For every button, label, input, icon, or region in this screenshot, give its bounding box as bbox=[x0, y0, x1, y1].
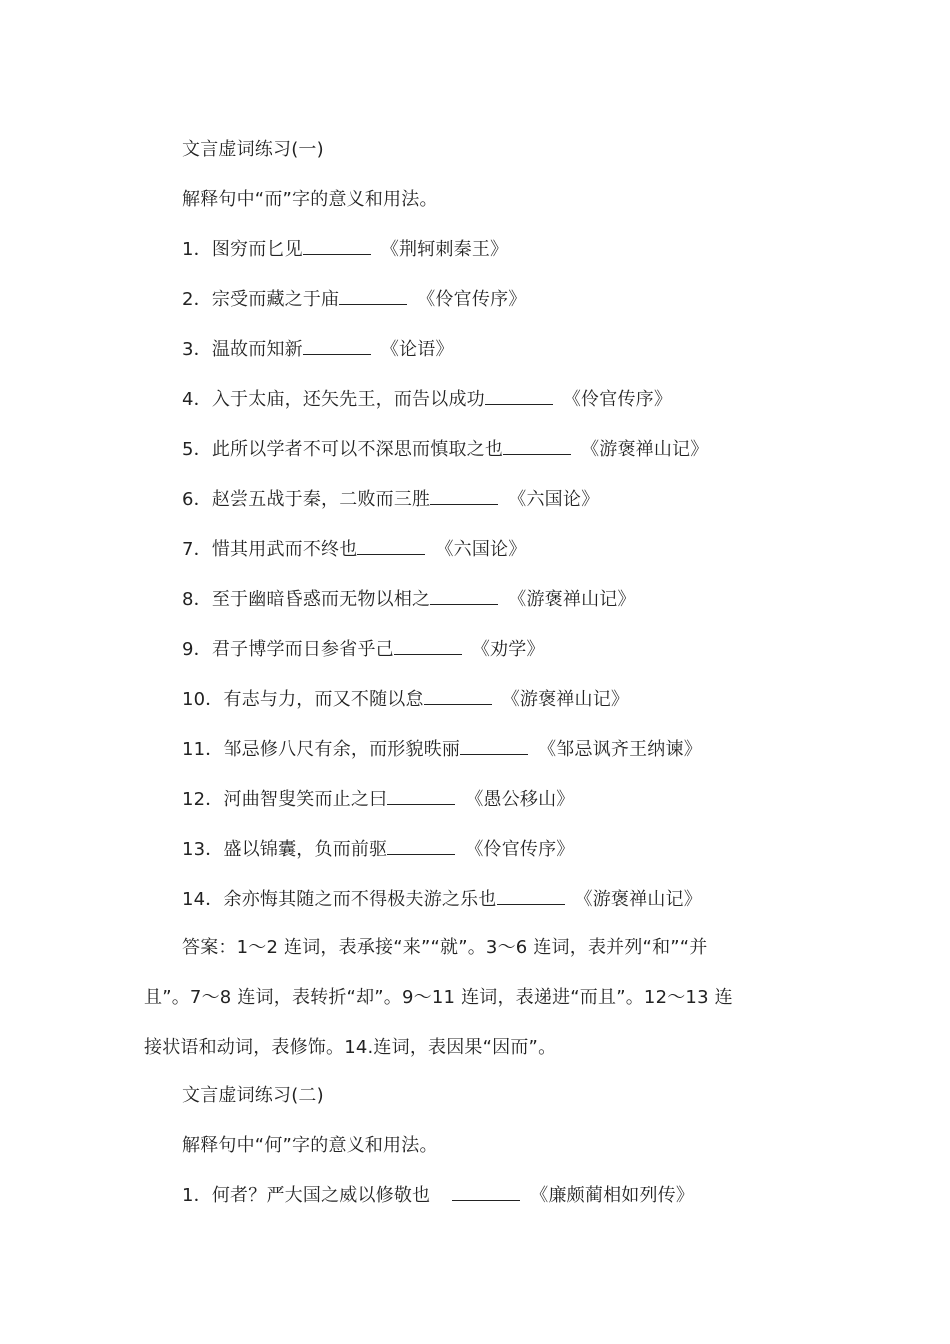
item-source: 《论语》 bbox=[380, 339, 454, 360]
item-text: 4．入于太庙，还矢先王，而告以成功 bbox=[182, 389, 485, 410]
exercise-item bbox=[182, 388, 672, 412]
item-source: 《六国论》 bbox=[435, 539, 527, 560]
item-text: 12．河曲智叟笑而止之曰 bbox=[182, 789, 388, 810]
item-source: 《游褒禅山记》 bbox=[501, 689, 630, 710]
item-text: 10．有志与力，而又不随以怠 bbox=[182, 689, 424, 710]
answer-blank bbox=[303, 340, 371, 355]
item-source: 《游褒禅山记》 bbox=[508, 589, 636, 610]
item-text: 11．邹忌修八尺有余，而形貌昳丽 bbox=[182, 739, 461, 760]
answer-line: 接状语和动词，表修饰。14.连词，表因果“因而”。 bbox=[144, 1037, 557, 1058]
exercise-item bbox=[182, 238, 508, 262]
item-source: 《伶官传序》 bbox=[417, 289, 527, 310]
answer-blank bbox=[503, 440, 571, 455]
item-text: 7．惜其用武而不终也 bbox=[182, 539, 358, 560]
section2-title: 文言虚词练习(二) bbox=[182, 1085, 324, 1106]
answer-line: 答案：1～2 连词，表承接“来”“就”。3～6 连词，表并列“和”“并 bbox=[182, 937, 708, 958]
item-source: 《愚公移山》 bbox=[465, 789, 575, 810]
item-source: 《伶官传序》 bbox=[465, 839, 575, 860]
exercise-item bbox=[182, 438, 708, 462]
item-text: 14．余亦悔其随之而不得极夫游之乐也 bbox=[182, 889, 497, 910]
exercise-item bbox=[182, 538, 526, 562]
exercise-item bbox=[182, 888, 702, 912]
item-text: 3．温故而知新 bbox=[182, 339, 303, 360]
answer-blank bbox=[460, 740, 528, 755]
answer-blank bbox=[394, 640, 462, 655]
item-text: 1．何者？严大国之威以修敬也 bbox=[182, 1185, 431, 1206]
answer-blank bbox=[339, 290, 407, 305]
exercise-item bbox=[182, 688, 629, 712]
section1-title: 文言虚词练习(一) bbox=[182, 139, 324, 160]
answer-blank bbox=[387, 790, 455, 805]
exercise-item bbox=[182, 588, 636, 612]
section2-instruction: 解释句中“何”字的意义和用法。 bbox=[182, 1135, 438, 1156]
exercise-item bbox=[182, 788, 575, 812]
item-text: 2．宗受而藏之于庙 bbox=[182, 289, 340, 310]
item-text: 5．此所以学者不可以不深思而慎取之也 bbox=[182, 439, 504, 460]
exercise-item bbox=[182, 288, 526, 312]
item-source: 《六国论》 bbox=[508, 489, 600, 510]
exercise-item bbox=[182, 638, 545, 662]
item-text: 13．盛以锦囊，负而前驱 bbox=[182, 839, 388, 860]
section1-instruction: 解释句中“而”字的意义和用法。 bbox=[182, 189, 438, 210]
answer-blank bbox=[430, 590, 498, 605]
item-source: 《廉颇蔺相如列传》 bbox=[530, 1185, 695, 1206]
answer-blank bbox=[497, 890, 565, 905]
item-text: 9．君子博学而日参省乎己 bbox=[182, 639, 394, 660]
item-text: 1．图穷而匕见 bbox=[182, 239, 303, 260]
item-text: 8．至于幽暗昏惑而无物以相之 bbox=[182, 589, 431, 610]
answer-blank bbox=[430, 490, 498, 505]
exercise-item bbox=[182, 838, 575, 862]
item-source: 《荆轲刺秦王》 bbox=[380, 239, 509, 260]
exercise-item bbox=[182, 488, 599, 512]
item-text: 6．赵尝五战于秦，二败而三胜 bbox=[182, 489, 431, 510]
item-source: 《伶官传序》 bbox=[562, 389, 673, 410]
item-source: 《游褒禅山记》 bbox=[581, 439, 709, 460]
item-source: 《游褒禅山记》 bbox=[574, 889, 702, 910]
exercise-item bbox=[182, 1184, 694, 1208]
exercise-item bbox=[182, 738, 702, 762]
item-source: 《邹忌讽齐王纳谏》 bbox=[538, 739, 702, 760]
answer-blank bbox=[452, 1186, 520, 1201]
answer-blank bbox=[387, 840, 455, 855]
answer-blank bbox=[357, 540, 425, 555]
answer-blank bbox=[485, 390, 553, 405]
answer-blank bbox=[303, 240, 371, 255]
answer-line: 且”。7～8 连词，表转折“却”。9～11 连词，表递进“而且”。12～13 连 bbox=[144, 987, 733, 1008]
exercise-item bbox=[182, 338, 454, 362]
item-source: 《劝学》 bbox=[471, 639, 545, 660]
answer-blank bbox=[424, 690, 492, 705]
